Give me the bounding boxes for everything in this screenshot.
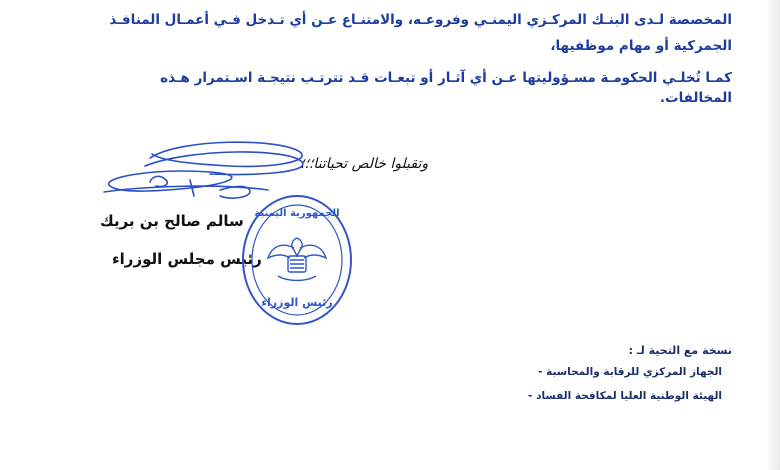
signer-title: رئيس مجلس الوزراء [112, 250, 262, 268]
official-seal-stamp [238, 190, 356, 330]
body-line-3: كمـا تُخلـي الحكومـة مسـؤوليتها عـن أي آثـار أو تبعـات قـد تترتـب نتيجـة اسـتمرار هـذه [160, 70, 732, 86]
cc-list-item [470, 390, 722, 402]
body-line-2: الجمركية أو مهام موظفيها، [550, 38, 732, 54]
cc-item-label: الجهاز المركزي للرقابة والمحاسبة [546, 366, 722, 378]
yemen-eagle-emblem-icon [268, 238, 326, 281]
cc-item-label: الهيئة الوطنية العليا لمكافحة الفساد [536, 390, 722, 402]
cc-heading: نسخة مع التحية لـ : [628, 344, 732, 357]
cc-item-dash: - [528, 390, 533, 402]
seal-text-top: الجمهورية اليمنية [254, 208, 340, 219]
body-line-4: المخالفات. [659, 90, 732, 106]
cc-list-item [480, 366, 722, 378]
seal-text-bottom: رئيس الوزراء [261, 296, 333, 309]
cc-item-dash: - [538, 366, 543, 378]
closing-greeting: وتقبلوا خالص تحياتنا؛؛؛ [300, 156, 429, 172]
body-line-1: المخصصة لـدى البنـك المركـزي اليمنـي وفروعـه، والامتنـاع عـن أي تـدخل فـي أعمـال المنافـذ [109, 12, 732, 28]
signer-name: سالم صالح بن بريك [100, 212, 244, 230]
page-edge-shadow [766, 0, 780, 470]
